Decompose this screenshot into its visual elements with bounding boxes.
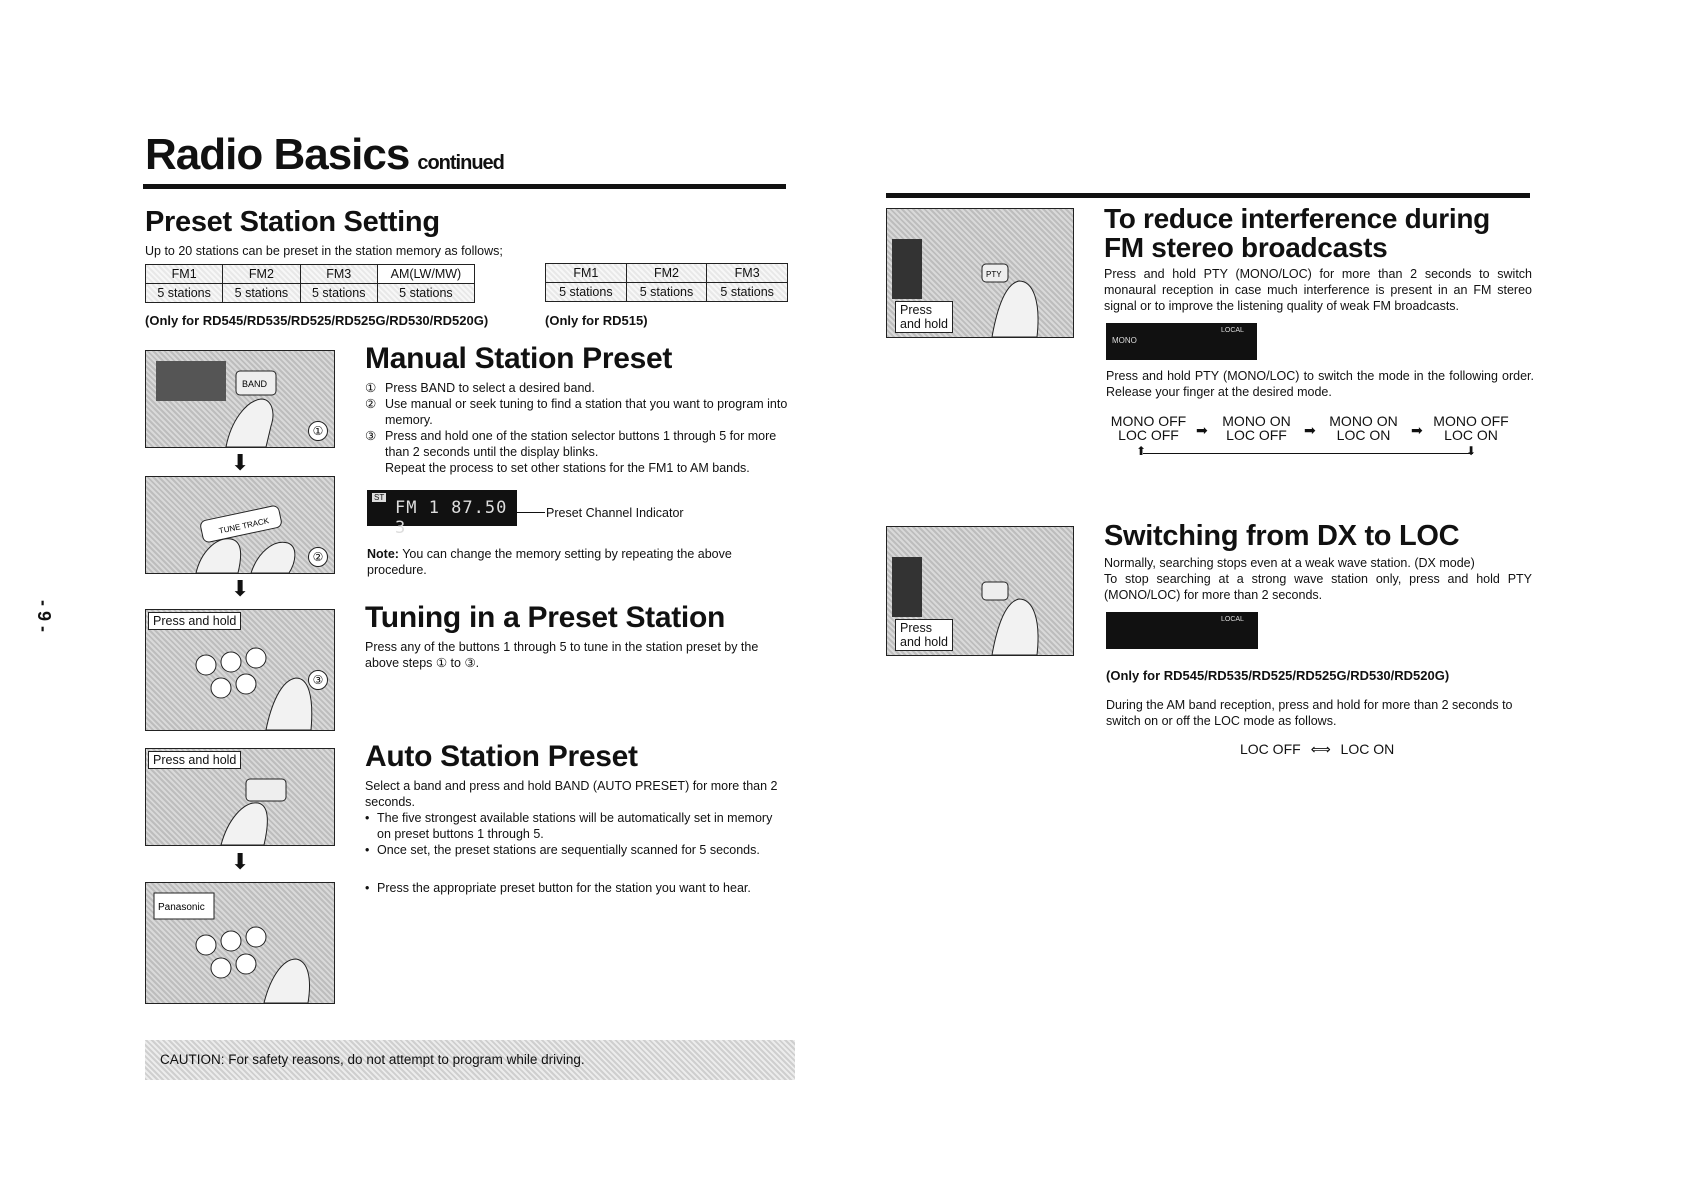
table-cell: AM(LW/MW) (377, 265, 474, 284)
caution-banner (145, 1040, 795, 1080)
page-number: - 9 - (34, 600, 54, 633)
table-cell: FM2 (626, 264, 707, 283)
tuning-heading: Tuning in a Preset Station (365, 601, 726, 634)
tuning-text: Press any of the buttons 1 through 5 to tune in the station preset by the above steps ① to ③. (365, 640, 759, 670)
manual-step-2: ② Use manual or seek tuning to find a station that you want to program into memory. (365, 397, 788, 427)
photo-band-button (145, 350, 335, 448)
dx-loc-am-text: During the AM band reception, press and hold for more than 2 seconds to switch on or off the LOC mode as follows. (1106, 698, 1513, 728)
lcd-local-indicator: LOCAL (1221, 616, 1244, 623)
photo-auto-presets (145, 882, 335, 1004)
press-hold-label: Press and hold (895, 301, 953, 333)
pty-label: PTY (986, 270, 1002, 279)
finger-illustration (146, 883, 334, 1003)
memory-table-2 (545, 263, 788, 302)
photo-preset-buttons (145, 609, 335, 731)
photo-pty-2 (886, 526, 1074, 656)
table-cell: 5 stations (146, 284, 223, 303)
table-cell: 5 stations (626, 283, 707, 302)
indicator-leader-line (517, 512, 545, 513)
preset-heading: Preset Station Setting (145, 206, 440, 238)
dx-loc-heading: Switching from DX to LOC (1104, 520, 1460, 552)
photo-pty-1 (886, 208, 1074, 338)
finger-illustration (146, 351, 334, 447)
auto-section (365, 742, 789, 858)
manual-heading: Manual Station Preset (365, 342, 673, 375)
auto-text: Select a band and press and hold BAND (AUTO PRESET) for more than 2 seconds. (365, 779, 778, 809)
dx-loc-models: (Only for RD545/RD535/RD525/RD525G/RD530/RD520G) (1106, 668, 1450, 683)
auto-bullet-2: • Once set, the preset stations are sequentially scanned for 5 seconds. (365, 843, 760, 857)
table2-note: (Only for RD515) (545, 313, 648, 328)
auto-bullet-1: • The five strongest available stations will be automatically set in memory on preset buttons 1 through 5. (365, 811, 773, 841)
step-3-badge: ③ (308, 670, 328, 690)
mode-3: MONO ON LOC ON (1329, 413, 1398, 443)
manual-section (365, 344, 789, 476)
mode-cycle-diagram (1106, 414, 1526, 464)
lcd-mono-indicator: MONO (1112, 336, 1137, 345)
dx-loc-text-2: To stop searching at a strong wave station only, press and hold PTY (MONO/LOC) for more than 2 seconds. (1104, 572, 1532, 602)
preset-indicator-label: Preset Channel Indicator (546, 506, 684, 520)
arrow-up-icon: ⬆ (1136, 444, 1147, 458)
preset-lcd-display (367, 490, 517, 538)
lcd-local-indicator: LOCAL (1221, 327, 1244, 334)
table-cell: 5 stations (707, 283, 788, 302)
press-hold-label: Press and hold (148, 751, 241, 769)
auto-bullet-3: • Press the appropriate preset button for the station you want to hear. (365, 881, 751, 895)
page-subtitle: continued (417, 152, 504, 174)
loc-toggle-diagram (1240, 741, 1394, 758)
loc-on-label: LOC ON (1340, 741, 1395, 757)
dx-loc-section (1104, 522, 1532, 603)
table-cell: 5 stations (300, 284, 377, 303)
auto-heading: Auto Station Preset (365, 740, 638, 773)
loc-off-label: LOC OFF (1240, 741, 1301, 757)
manual-note: Note: You can change the memory setting by repeating the above procedure. (367, 547, 732, 577)
tuning-section (365, 603, 789, 671)
tune-label: TUNE TRACK (218, 516, 270, 536)
photo-auto-band (145, 748, 335, 846)
arrow-down-icon: ⬇ (1466, 444, 1477, 458)
table-cell: 5 stations (377, 284, 474, 303)
double-arrow-icon: ⟺ (1310, 741, 1331, 757)
caution-text: CAUTION: For safety reasons, do not attempt to program while driving. (160, 1052, 585, 1067)
interference-heading: To reduce interference during FM stereo broadcasts (1104, 203, 1490, 263)
memory-table-1 (145, 264, 475, 303)
manual-step-1: ① Press BAND to select a desired band. (365, 381, 595, 395)
table-cell: FM1 (546, 264, 627, 283)
preset-section (145, 208, 795, 259)
table-cell: 5 stations (546, 283, 627, 302)
manual-repeat: Repeat the process to set other stations for the FM1 to AM bands. (385, 461, 750, 475)
mode-1: MONO OFF LOC OFF (1110, 413, 1187, 443)
table-cell: FM2 (223, 265, 300, 284)
arrow-right-icon: ➡ (1304, 422, 1316, 438)
table-cell: FM3 (707, 264, 788, 283)
title-rule (143, 184, 786, 189)
lcd-frequency: FM 1 87.50 3 (395, 498, 508, 538)
interference-text-2: Press and hold PTY (MONO/LOC) to switch the mode in the following order. Release your finger at the desired mode. (1106, 369, 1534, 399)
step-2-badge: ② (308, 547, 328, 567)
band-label: BAND (242, 379, 268, 389)
manual-step-3: ③ Press and hold one of the station selector buttons 1 through 5 for more than 2 seconds until the display blinks. (365, 429, 777, 459)
table-cell: 5 stations (223, 284, 300, 303)
mode-4: MONO OFF LOC ON (1433, 413, 1509, 443)
return-arrow-line (1143, 453, 1473, 454)
mono-lcd-display (1106, 323, 1257, 360)
interference-section (1104, 204, 1532, 314)
arrow-down-icon: ⬇ (231, 849, 250, 874)
interference-text-1: Press and hold PTY (MONO/LOC) for more than 2 seconds to switch monaural reception in case much interference is present in an FM stereo signal or to improve the listening quality of weak FM broadcasts. (1104, 267, 1532, 313)
photo-tune-buttons (145, 476, 335, 574)
arrow-down-icon: ⬇ (231, 450, 250, 475)
lcd-st-tag: ST (374, 493, 385, 502)
right-rule (886, 193, 1530, 198)
brand-label: Panasonic (158, 902, 205, 913)
preset-intro: Up to 20 stations can be preset in the station memory as follows; (145, 244, 503, 258)
mode-2: MONO ON LOC OFF (1222, 413, 1291, 443)
dx-loc-text-1: Normally, searching stops even at a weak wave station. (DX mode) (1104, 556, 1475, 570)
step-1-badge: ① (308, 421, 328, 441)
finger-illustration (146, 477, 334, 573)
press-hold-label: Press and hold (895, 619, 953, 651)
table1-note: (Only for RD545/RD535/RD525/RD525G/RD530/RD520G) (145, 313, 489, 328)
page-title: Radio Basics continued (145, 130, 504, 179)
press-hold-label: Press and hold (148, 612, 241, 630)
table-cell: FM1 (146, 265, 223, 284)
arrow-right-icon: ➡ (1411, 422, 1423, 438)
arrow-down-icon: ⬇ (231, 576, 250, 601)
table-cell: FM3 (300, 265, 377, 284)
arrow-right-icon: ➡ (1196, 422, 1208, 438)
local-lcd-display (1106, 612, 1258, 649)
